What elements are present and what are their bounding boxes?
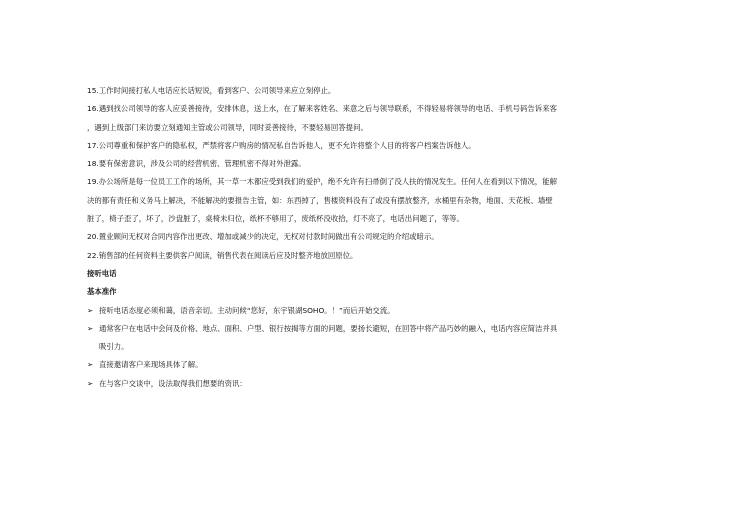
paragraph-19-line-1: 19.办公场所是每一位员工工作的场所，其一草一木都应受到我们的爱护，绝不允许有扫帚倒了没人扶的情况发生。任何人在看到以下情况，能解	[87, 177, 557, 187]
document-body	[87, 82, 687, 393]
section-heading: 接听电话	[87, 268, 117, 278]
arrow-bullet-icon: ➢	[87, 305, 94, 315]
paragraph-16-line-1: 16.遇到找公司领导的客人应妥善接待，安排休息，送上水，在了解来客姓名、来意之后与领导联系，不得轻易将领导的电话、手机号码告诉来客	[87, 104, 557, 114]
bullet-text: 在与客户交谈中，设法取得我们想要的资讯：	[99, 378, 247, 388]
paragraph-19-line-3: 脏了，椅子歪了，坏了，沙盘脏了，桌椅未归位，纸杯不够用了，废纸杯没收拾，灯不亮了，电话出问题了，等等。	[87, 214, 464, 224]
arrow-bullet-icon: ➢	[87, 378, 94, 388]
arrow-bullet-icon: ➢	[87, 323, 94, 333]
bullet-item	[87, 302, 687, 320]
bullet-text: 直接邀请客户来现场具体了解。	[99, 360, 203, 370]
bullet-text-continuation: 吸引力。	[99, 342, 129, 352]
paragraph-17: 17.公司尊重和保护客户的隐私权，严禁将客户购房的情况私自告诉他人，更不允许将整个人目的将客户档案告诉他人。	[87, 140, 476, 150]
paragraph-15: 15.工作时间接打私人电话应长话短说，看到客户、公司领导来应立刻停止。	[87, 86, 336, 95]
bullet-text: 通常客户在电话中会问及价格、地点、面积、户型、银行按揭等方面的问题，要扬长避短，在回答中将产品巧妙的融入，电话内容应简洁并具	[99, 323, 558, 333]
paragraph-19-line-2: 决的都有责任和义务马上解决，不能解决的要报告主管，如：东西掉了，售楼资料没有了或没有摆放整齐，水桶里有杂物，地面、天花板、墙壁	[87, 195, 553, 205]
bullet-item	[87, 375, 687, 393]
bullet-text: 接听电话态度必须和蔼，语音亲切。主动问候“您好，东宇银湖SOHO。！”而后开始交流。	[99, 305, 395, 315]
paragraph-16-line-2: ，遇到上级部门来访要立刻通知主管或公司领导，同时妥善接待，不要轻易回答提问。	[87, 122, 368, 132]
paragraph-20: 20.置业顾问无权对合同内容作出更改、增加或减少的决定，无权对付款时间做出有公司规定的介绍或暗示。	[87, 232, 439, 242]
bullet-item	[87, 356, 687, 374]
bullet-item	[87, 320, 687, 338]
paragraph-22: 22.销售部的任何资料主要供客户阅读，销售代表在阅读后应及时整齐地放回原位。	[87, 250, 358, 260]
subsection-heading: 基本准作	[87, 287, 117, 297]
arrow-bullet-icon: ➢	[87, 360, 94, 370]
paragraph-18: 18.要有保密意识，涉及公司的经营机密、管理机密不得对外泄露。	[87, 159, 306, 169]
